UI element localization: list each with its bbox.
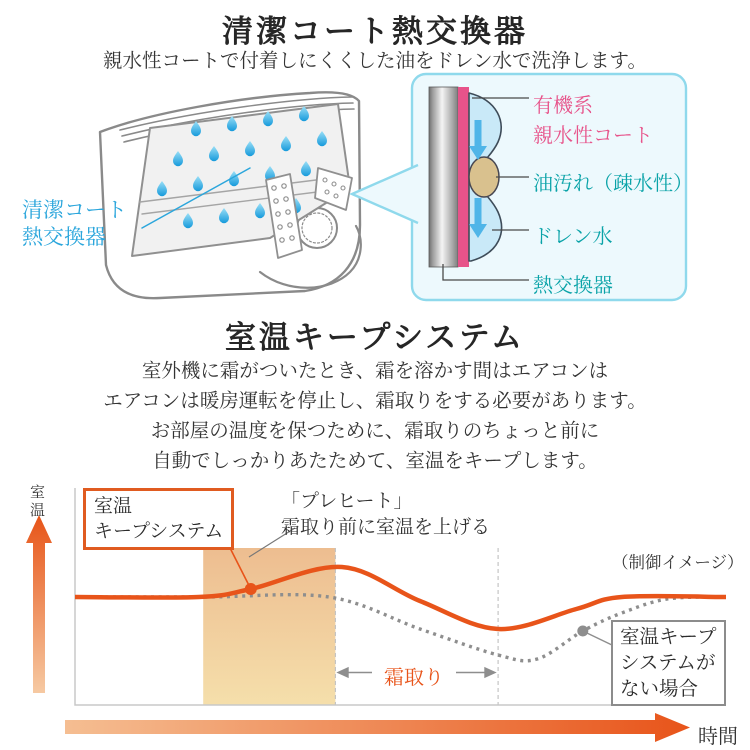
section1-title: 清潔コート熱交換器 — [222, 14, 528, 49]
label-oil: 油汚れ（疎水性） — [533, 173, 693, 195]
section2-paragraph — [0, 356, 750, 476]
defrost-label: 霜取り — [384, 667, 444, 689]
preheat-line2: 霜取り前に室温を上げる — [281, 517, 491, 538]
ac-unit-drawing — [100, 92, 361, 298]
x-axis-label: 時間 — [698, 726, 738, 748]
label-drain-water: ドレン水 — [533, 226, 613, 248]
no-system-line3: ない場合 — [620, 678, 699, 700]
label-heat-exchanger: 熱交換器 — [533, 275, 613, 297]
keep-system-callout-box — [83, 488, 234, 550]
x-axis-arrow-icon — [65, 713, 690, 742]
hydrophilic-coat-bar — [458, 87, 469, 267]
label-hydrophilic-coat: 親水性コート — [533, 125, 653, 147]
unit-label-line2: 熱交換器 — [22, 226, 106, 249]
y-axis-label: 室温 — [28, 484, 45, 520]
keep-box-line1: 室温 — [94, 496, 133, 517]
dotted-curve-marker-dot — [577, 626, 588, 637]
no-system-callout-box — [611, 620, 726, 706]
paragraph-line: 自動でしっかりあたためて、室温をキープします。 — [152, 450, 598, 472]
control-image-note: （制御イメージ） — [612, 554, 744, 572]
no-system-line1: 室温キープ — [620, 626, 717, 648]
y-axis-arrow-icon — [26, 515, 52, 693]
unit-label — [22, 197, 127, 251]
no-system-line2: システムが — [620, 652, 716, 674]
paragraph-line: 室外機に霜がついたとき、霜を溶かす間はエアコンは — [141, 360, 609, 382]
paragraph-line: エアコンは暖房運転を停止し、霜取りをする必要があります。 — [103, 390, 647, 412]
section2-title: 室温キープシステム — [224, 320, 526, 355]
section1-subtitle: 親水性コートで付着しにくくした油をドレン水で洗浄します。 — [103, 50, 647, 72]
preheat-line1: 「プレヒート」 — [281, 491, 413, 512]
oil-droplet — [469, 157, 499, 197]
keep-box-line2: キープシステム — [94, 521, 224, 542]
callout-tail — [352, 165, 418, 223]
heat-exchanger-bar — [429, 87, 458, 267]
label-organic: 有機系 — [533, 95, 593, 117]
solid-curve-marker-dot — [245, 583, 257, 595]
preheat-annotation — [281, 489, 490, 541]
paragraph-line: お部屋の温度を保つために、霜取りのちょっと前に — [150, 420, 600, 442]
unit-label-line1: 清潔コート — [22, 199, 127, 222]
